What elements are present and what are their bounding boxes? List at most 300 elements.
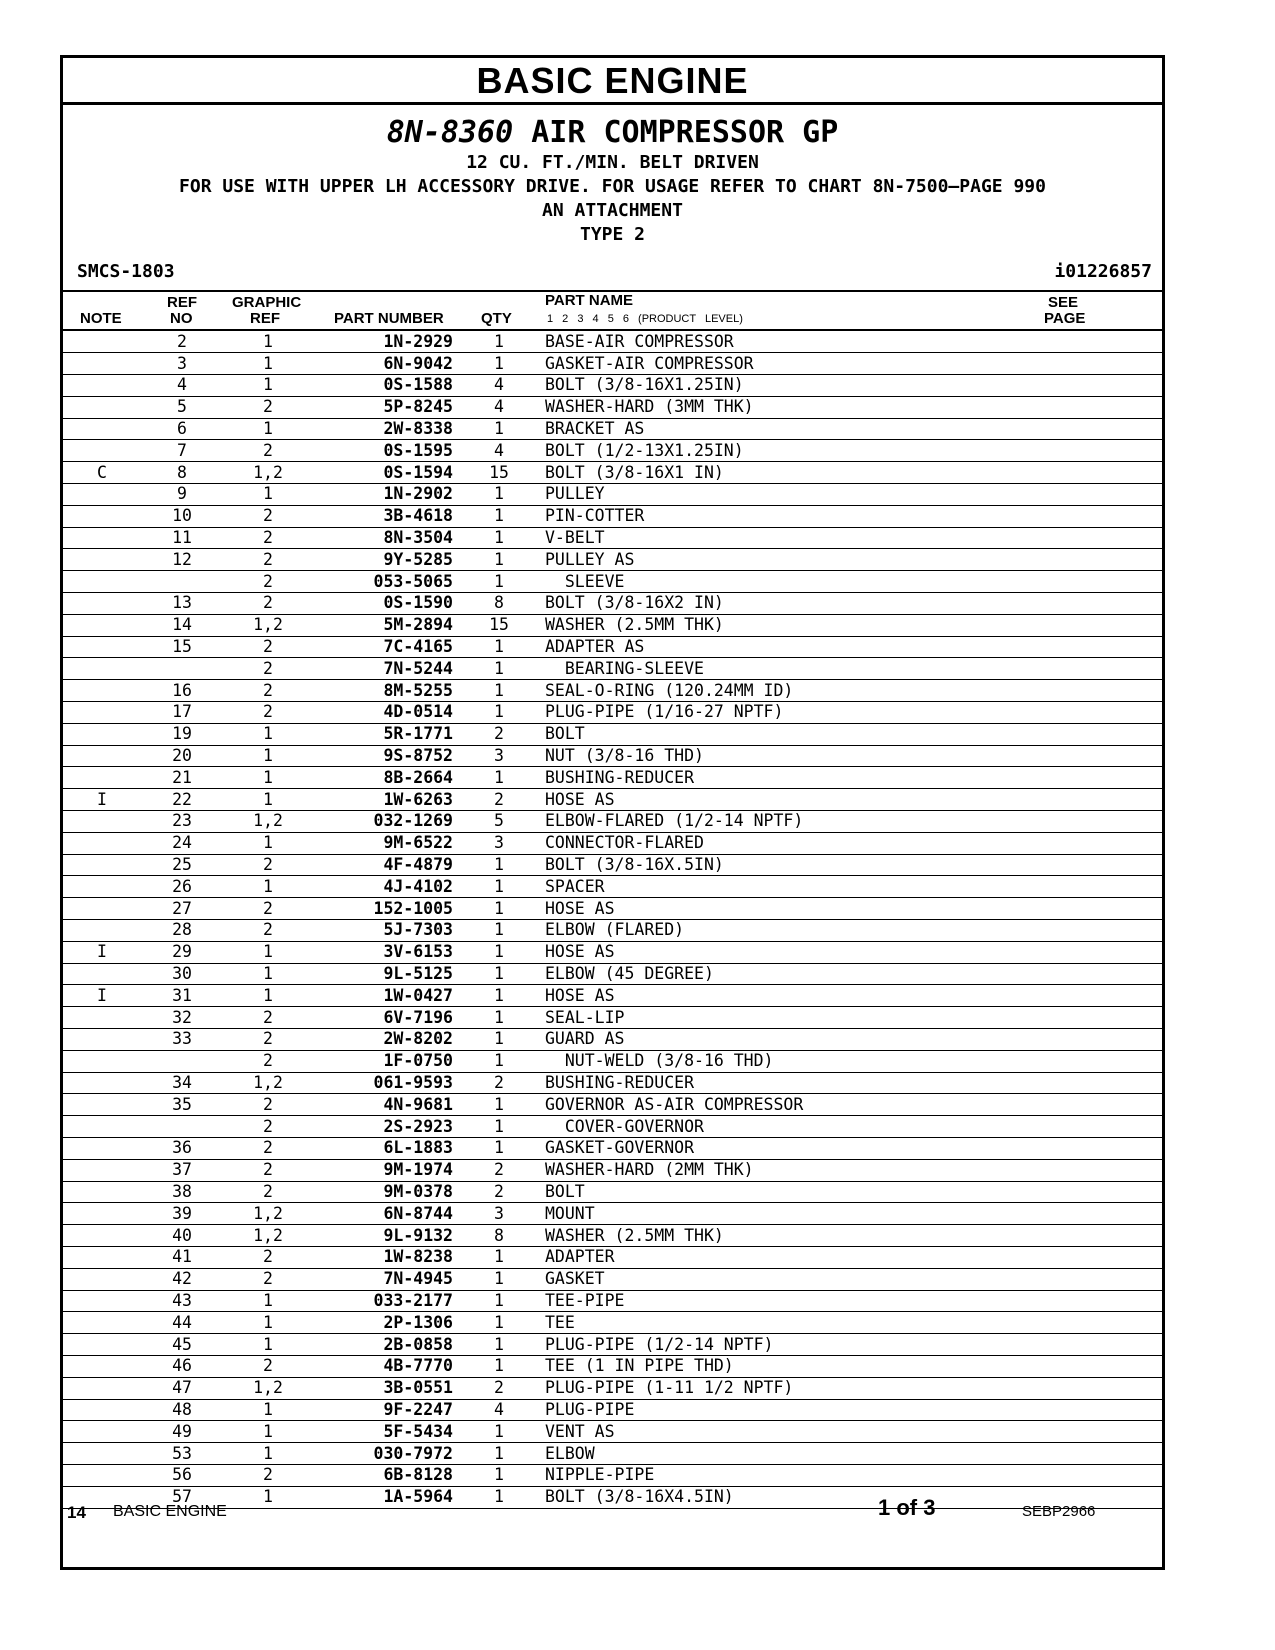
- part-number-cell: 8N-3504: [313, 527, 453, 549]
- qty-cell: 1: [453, 1050, 545, 1072]
- part-name-cell: BOLT: [545, 723, 935, 745]
- table-row: [63, 963, 1162, 985]
- ref-no-cell: [141, 1116, 223, 1138]
- table-row: [63, 614, 1162, 636]
- part-name-cell: TEE: [545, 1312, 935, 1334]
- qty-cell: 1: [453, 658, 545, 680]
- qty-cell: 1: [453, 680, 545, 702]
- see-page-cell: [935, 375, 1162, 397]
- table-row: [63, 1181, 1162, 1203]
- table-row: [63, 1334, 1162, 1356]
- part-number-cell: 3B-0551: [313, 1377, 453, 1399]
- part-name-cell: BOLT (3/8-16X.5IN): [545, 854, 935, 876]
- note-cell: [63, 1072, 141, 1094]
- part-name-cell: BOLT (3/8-16X4.5IN): [545, 1486, 935, 1508]
- part-number-cell: 4B-7770: [313, 1355, 453, 1377]
- note-cell: [63, 723, 141, 745]
- ref-no-cell: 14: [141, 614, 223, 636]
- note-cell: [63, 963, 141, 985]
- col-graphic-line1: GRAPHIC: [232, 294, 302, 311]
- see-page-cell: [935, 571, 1162, 593]
- note-cell: [63, 1399, 141, 1421]
- table-row: [63, 1094, 1162, 1116]
- note-cell: [63, 1290, 141, 1312]
- part-name-cell: SLEEVE: [545, 571, 935, 593]
- ref-no-cell: [141, 658, 223, 680]
- qty-cell: 1: [453, 484, 545, 506]
- part-name-cell: TEE (1 IN PIPE THD): [545, 1355, 935, 1377]
- qty-cell: 15: [453, 462, 545, 484]
- ref-no-cell: 48: [141, 1399, 223, 1421]
- note-cell: [63, 571, 141, 593]
- part-number-cell: 152-1005: [313, 898, 453, 920]
- note-cell: [63, 1421, 141, 1443]
- note-cell: [63, 1050, 141, 1072]
- see-page-cell: [935, 702, 1162, 724]
- graphic-ref-cell: 1,2: [223, 614, 313, 636]
- qty-cell: 1: [453, 920, 545, 942]
- part-number-cell: 6L-1883: [313, 1137, 453, 1159]
- part-name-cell: BRACKET AS: [545, 418, 935, 440]
- note-cell: [63, 1029, 141, 1051]
- part-name-cell: WASHER-HARD (3MM THK): [545, 396, 935, 418]
- table-row: [63, 462, 1162, 484]
- qty-cell: 1: [453, 1007, 545, 1029]
- table-row: [63, 1312, 1162, 1334]
- see-page-cell: [935, 636, 1162, 658]
- part-name-cell: PIN-COTTER: [545, 505, 935, 527]
- part-number-cell: 1W-8238: [313, 1246, 453, 1268]
- note-cell: [63, 505, 141, 527]
- see-page-cell: [935, 1268, 1162, 1290]
- table-row: [63, 941, 1162, 963]
- see-page-cell: [935, 1181, 1162, 1203]
- table-row: [63, 920, 1162, 942]
- part-number-cell: 033-2177: [313, 1290, 453, 1312]
- page-footer: [0, 1495, 1275, 1525]
- see-page-cell: [935, 876, 1162, 898]
- graphic-ref-cell: 1: [223, 941, 313, 963]
- graphic-ref-cell: 2: [223, 1137, 313, 1159]
- part-name-cell: PULLEY AS: [545, 549, 935, 571]
- graphic-ref-cell: 1: [223, 1312, 313, 1334]
- part-number-cell: 9S-8752: [313, 745, 453, 767]
- group-name: AIR COMPRESSOR GP: [531, 115, 839, 150]
- note-cell: [63, 1181, 141, 1203]
- see-page-cell: [935, 1072, 1162, 1094]
- table-row: [63, 353, 1162, 375]
- note-cell: [63, 636, 141, 658]
- note-cell: [63, 1464, 141, 1486]
- table-row: [63, 505, 1162, 527]
- see-page-cell: [935, 811, 1162, 833]
- see-page-cell: [935, 1464, 1162, 1486]
- col-see-line2: PAGE: [1044, 310, 1086, 327]
- parts-table: [63, 331, 1162, 1509]
- table-row: [63, 1421, 1162, 1443]
- qty-cell: 2: [453, 1181, 545, 1203]
- group-title: [63, 115, 1162, 151]
- part-name-cell: BUSHING-REDUCER: [545, 767, 935, 789]
- see-page-cell: [935, 440, 1162, 462]
- ref-no-cell: 27: [141, 898, 223, 920]
- graphic-ref-cell: 2: [223, 593, 313, 615]
- table-row: [63, 985, 1162, 1007]
- ref-no-cell: 33: [141, 1029, 223, 1051]
- part-name-cell: ELBOW (FLARED): [545, 920, 935, 942]
- table-row: [63, 396, 1162, 418]
- part-number-cell: 030-7972: [313, 1443, 453, 1465]
- note-cell: [63, 1312, 141, 1334]
- qty-cell: 1: [453, 527, 545, 549]
- part-name-cell: BOLT (3/8-16X1.25IN): [545, 375, 935, 397]
- sheet-counter: 1 of 3: [878, 1495, 936, 1520]
- note-cell: [63, 1007, 141, 1029]
- graphic-ref-cell: 2: [223, 702, 313, 724]
- note-cell: I: [63, 789, 141, 811]
- graphic-ref-cell: 1: [223, 832, 313, 854]
- graphic-ref-cell: 1: [223, 1399, 313, 1421]
- col-product-level: 1 2 3 4 5 6 (PRODUCT LEVEL): [547, 313, 743, 325]
- part-number-cell: 9L-5125: [313, 963, 453, 985]
- part-name-cell: ELBOW: [545, 1443, 935, 1465]
- see-page-cell: [935, 614, 1162, 636]
- description-line: AN ATTACHMENT: [542, 200, 683, 221]
- table-row: [63, 1399, 1162, 1421]
- table-row: [63, 1355, 1162, 1377]
- graphic-ref-cell: 1: [223, 484, 313, 506]
- group-part-number: 8N-8360: [386, 115, 514, 150]
- qty-cell: 8: [453, 1225, 545, 1247]
- graphic-ref-cell: 2: [223, 898, 313, 920]
- ref-no-cell: 12: [141, 549, 223, 571]
- qty-cell: 1: [453, 1312, 545, 1334]
- ref-no-cell: 23: [141, 811, 223, 833]
- qty-cell: 1: [453, 876, 545, 898]
- qty-cell: 4: [453, 440, 545, 462]
- qty-cell: 1: [453, 636, 545, 658]
- part-number-cell: 2P-1306: [313, 1312, 453, 1334]
- graphic-ref-cell: 1,2: [223, 1225, 313, 1247]
- see-page-cell: [935, 1225, 1162, 1247]
- part-number-cell: 9M-6522: [313, 832, 453, 854]
- table-row: [63, 1246, 1162, 1268]
- note-cell: [63, 614, 141, 636]
- part-name-cell: HOSE AS: [545, 789, 935, 811]
- part-name-cell: ADAPTER AS: [545, 636, 935, 658]
- graphic-ref-cell: 2: [223, 658, 313, 680]
- qty-cell: 1: [453, 1443, 545, 1465]
- part-name-cell: V-BELT: [545, 527, 935, 549]
- part-number-cell: 1W-0427: [313, 985, 453, 1007]
- ref-no-cell: 37: [141, 1159, 223, 1181]
- see-page-cell: [935, 396, 1162, 418]
- graphic-ref-cell: 1,2: [223, 1377, 313, 1399]
- see-page-cell: [935, 1246, 1162, 1268]
- graphic-ref-cell: 2: [223, 1050, 313, 1072]
- see-page-cell: [935, 1312, 1162, 1334]
- graphic-ref-cell: 2: [223, 1116, 313, 1138]
- part-number-cell: 1N-2929: [313, 331, 453, 353]
- ref-no-cell: 45: [141, 1334, 223, 1356]
- qty-cell: 1: [453, 571, 545, 593]
- table-row: [63, 1443, 1162, 1465]
- table-row: [63, 418, 1162, 440]
- qty-cell: 2: [453, 789, 545, 811]
- table-row: [63, 375, 1162, 397]
- table-row: [63, 745, 1162, 767]
- col-ref-line2: NO: [170, 310, 193, 327]
- part-name-cell: WASHER (2.5MM THK): [545, 614, 935, 636]
- part-name-cell: GOVERNOR AS-AIR COMPRESSOR: [545, 1094, 935, 1116]
- see-page-cell: [935, 789, 1162, 811]
- table-row: [63, 1050, 1162, 1072]
- ref-no-cell: 57: [141, 1486, 223, 1508]
- note-cell: [63, 331, 141, 353]
- qty-cell: 1: [453, 1268, 545, 1290]
- see-page-cell: [935, 898, 1162, 920]
- see-page-cell: [935, 1421, 1162, 1443]
- part-number-cell: 4F-4879: [313, 854, 453, 876]
- graphic-ref-cell: 2: [223, 636, 313, 658]
- ref-no-cell: 38: [141, 1181, 223, 1203]
- note-cell: I: [63, 941, 141, 963]
- graphic-ref-cell: 2: [223, 1007, 313, 1029]
- table-row: [63, 789, 1162, 811]
- table-row: [63, 1268, 1162, 1290]
- table-row: [63, 484, 1162, 506]
- graphic-ref-cell: 1: [223, 767, 313, 789]
- page-number: 14: [67, 1503, 86, 1522]
- table-row: [63, 702, 1162, 724]
- note-cell: [63, 484, 141, 506]
- ref-no-cell: 13: [141, 593, 223, 615]
- qty-cell: 8: [453, 593, 545, 615]
- qty-cell: 1: [453, 1246, 545, 1268]
- part-number-cell: 3B-4618: [313, 505, 453, 527]
- parts-sheet-frame: [60, 55, 1165, 1570]
- ref-no-cell: 17: [141, 702, 223, 724]
- part-number-cell: 0S-1594: [313, 462, 453, 484]
- see-page-cell: [935, 1203, 1162, 1225]
- table-row: [63, 636, 1162, 658]
- note-cell: [63, 1094, 141, 1116]
- ref-no-cell: 7: [141, 440, 223, 462]
- qty-cell: 1: [453, 985, 545, 1007]
- part-name-cell: GASKET: [545, 1268, 935, 1290]
- note-cell: [63, 898, 141, 920]
- table-row: [63, 1007, 1162, 1029]
- ref-no-cell: 10: [141, 505, 223, 527]
- ref-no-cell: 6: [141, 418, 223, 440]
- see-page-cell: [935, 723, 1162, 745]
- section-title: BASIC ENGINE: [63, 58, 1162, 105]
- ref-no-cell: 4: [141, 375, 223, 397]
- table-row: [63, 723, 1162, 745]
- part-number-cell: 9L-9132: [313, 1225, 453, 1247]
- qty-cell: 3: [453, 1203, 545, 1225]
- graphic-ref-cell: 2: [223, 549, 313, 571]
- table-row: [63, 1225, 1162, 1247]
- part-name-cell: BASE-AIR COMPRESSOR: [545, 331, 935, 353]
- ref-no-cell: 42: [141, 1268, 223, 1290]
- part-number-cell: 032-1269: [313, 811, 453, 833]
- part-name-cell: BOLT (3/8-16X2 IN): [545, 593, 935, 615]
- graphic-ref-cell: 1: [223, 1421, 313, 1443]
- ref-no-cell: 15: [141, 636, 223, 658]
- part-number-cell: 9F-2247: [313, 1399, 453, 1421]
- table-row: [63, 1464, 1162, 1486]
- note-cell: [63, 549, 141, 571]
- note-cell: [63, 375, 141, 397]
- qty-cell: 1: [453, 1137, 545, 1159]
- see-page-cell: [935, 1007, 1162, 1029]
- note-cell: [63, 745, 141, 767]
- see-page-cell: [935, 1290, 1162, 1312]
- ref-no-cell: 56: [141, 1464, 223, 1486]
- qty-cell: 2: [453, 1377, 545, 1399]
- part-name-cell: BOLT (1/2-13X1.25IN): [545, 440, 935, 462]
- see-page-cell: [935, 941, 1162, 963]
- note-cell: [63, 418, 141, 440]
- qty-cell: 1: [453, 941, 545, 963]
- see-page-cell: [935, 1116, 1162, 1138]
- qty-cell: 5: [453, 811, 545, 833]
- graphic-ref-cell: 1: [223, 745, 313, 767]
- part-number-cell: 5R-1771: [313, 723, 453, 745]
- note-cell: [63, 1443, 141, 1465]
- document-id: i01226857: [1054, 261, 1152, 282]
- part-number-cell: 6N-9042: [313, 353, 453, 375]
- see-page-cell: [935, 963, 1162, 985]
- ref-no-cell: 40: [141, 1225, 223, 1247]
- note-cell: [63, 1137, 141, 1159]
- table-row: [63, 854, 1162, 876]
- graphic-ref-cell: 2: [223, 505, 313, 527]
- see-page-cell: [935, 1050, 1162, 1072]
- table-row: [63, 658, 1162, 680]
- graphic-ref-cell: 2: [223, 440, 313, 462]
- ref-no-cell: 36: [141, 1137, 223, 1159]
- part-number-cell: 6B-8128: [313, 1464, 453, 1486]
- table-row: [63, 898, 1162, 920]
- part-number-cell: 9M-1974: [313, 1159, 453, 1181]
- ref-no-cell: 21: [141, 767, 223, 789]
- qty-cell: 3: [453, 832, 545, 854]
- part-number-cell: 7C-4165: [313, 636, 453, 658]
- part-number-cell: 6N-8744: [313, 1203, 453, 1225]
- part-number-cell: 4N-9681: [313, 1094, 453, 1116]
- table-row: [63, 1029, 1162, 1051]
- part-name-cell: WASHER (2.5MM THK): [545, 1225, 935, 1247]
- part-number-cell: 5P-8245: [313, 396, 453, 418]
- col-part-name: PART NAME: [545, 292, 634, 309]
- table-row: [63, 1137, 1162, 1159]
- ref-no-cell: 28: [141, 920, 223, 942]
- qty-cell: 1: [453, 1355, 545, 1377]
- ref-no-cell: 47: [141, 1377, 223, 1399]
- part-number-cell: 7N-5244: [313, 658, 453, 680]
- note-cell: [63, 1116, 141, 1138]
- graphic-ref-cell: 2: [223, 527, 313, 549]
- see-page-cell: [935, 680, 1162, 702]
- graphic-ref-cell: 1: [223, 1290, 313, 1312]
- ref-no-cell: 20: [141, 745, 223, 767]
- graphic-ref-cell: 2: [223, 1246, 313, 1268]
- graphic-ref-cell: 1: [223, 1334, 313, 1356]
- graphic-ref-cell: 2: [223, 1464, 313, 1486]
- col-part-number: PART NUMBER: [334, 310, 444, 327]
- ref-no-cell: 8: [141, 462, 223, 484]
- ref-no-cell: 2: [141, 331, 223, 353]
- qty-cell: 3: [453, 745, 545, 767]
- table-row: [63, 440, 1162, 462]
- column-headers: [63, 292, 1162, 331]
- qty-cell: 1: [453, 1029, 545, 1051]
- table-row: [63, 832, 1162, 854]
- part-name-cell: BOLT: [545, 1181, 935, 1203]
- part-name-cell: GUARD AS: [545, 1029, 935, 1051]
- note-cell: [63, 396, 141, 418]
- table-row: [63, 1290, 1162, 1312]
- ref-no-cell: 34: [141, 1072, 223, 1094]
- ref-no-cell: 39: [141, 1203, 223, 1225]
- ref-no-cell: 31: [141, 985, 223, 1007]
- graphic-ref-cell: 1: [223, 789, 313, 811]
- part-number-cell: 2S-2923: [313, 1116, 453, 1138]
- qty-cell: 1: [453, 1486, 545, 1508]
- ref-no-cell: 30: [141, 963, 223, 985]
- graphic-ref-cell: 2: [223, 571, 313, 593]
- see-page-cell: [935, 920, 1162, 942]
- see-page-cell: [935, 1159, 1162, 1181]
- part-name-cell: GASKET-AIR COMPRESSOR: [545, 353, 935, 375]
- see-page-cell: [935, 1355, 1162, 1377]
- part-number-cell: 0S-1595: [313, 440, 453, 462]
- table-row: [63, 767, 1162, 789]
- col-ref-line1: REF: [167, 294, 197, 311]
- ref-no-cell: [141, 571, 223, 593]
- note-cell: [63, 593, 141, 615]
- see-page-cell: [935, 527, 1162, 549]
- graphic-ref-cell: 1: [223, 353, 313, 375]
- part-name-cell: VENT AS: [545, 1421, 935, 1443]
- part-number-cell: 6V-7196: [313, 1007, 453, 1029]
- description-line: FOR USE WITH UPPER LH ACCESSORY DRIVE. FOR USAGE REFER TO CHART 8N-7500—PAGE 990: [179, 176, 1046, 197]
- see-page-cell: [935, 353, 1162, 375]
- qty-cell: 1: [453, 702, 545, 724]
- part-number-cell: 1W-6263: [313, 789, 453, 811]
- see-page-cell: [935, 549, 1162, 571]
- part-name-cell: HOSE AS: [545, 898, 935, 920]
- qty-cell: 1: [453, 767, 545, 789]
- see-page-cell: [935, 1377, 1162, 1399]
- ref-no-cell: [141, 1050, 223, 1072]
- part-name-cell: TEE-PIPE: [545, 1290, 935, 1312]
- see-page-cell: [935, 462, 1162, 484]
- see-page-cell: [935, 658, 1162, 680]
- see-page-cell: [935, 1029, 1162, 1051]
- ref-no-cell: 9: [141, 484, 223, 506]
- graphic-ref-cell: 1: [223, 985, 313, 1007]
- ref-no-cell: 46: [141, 1355, 223, 1377]
- qty-cell: 1: [453, 331, 545, 353]
- qty-cell: 1: [453, 1421, 545, 1443]
- qty-cell: 1: [453, 1290, 545, 1312]
- table-row: [63, 1072, 1162, 1094]
- table-row: [63, 1159, 1162, 1181]
- graphic-ref-cell: 2: [223, 1355, 313, 1377]
